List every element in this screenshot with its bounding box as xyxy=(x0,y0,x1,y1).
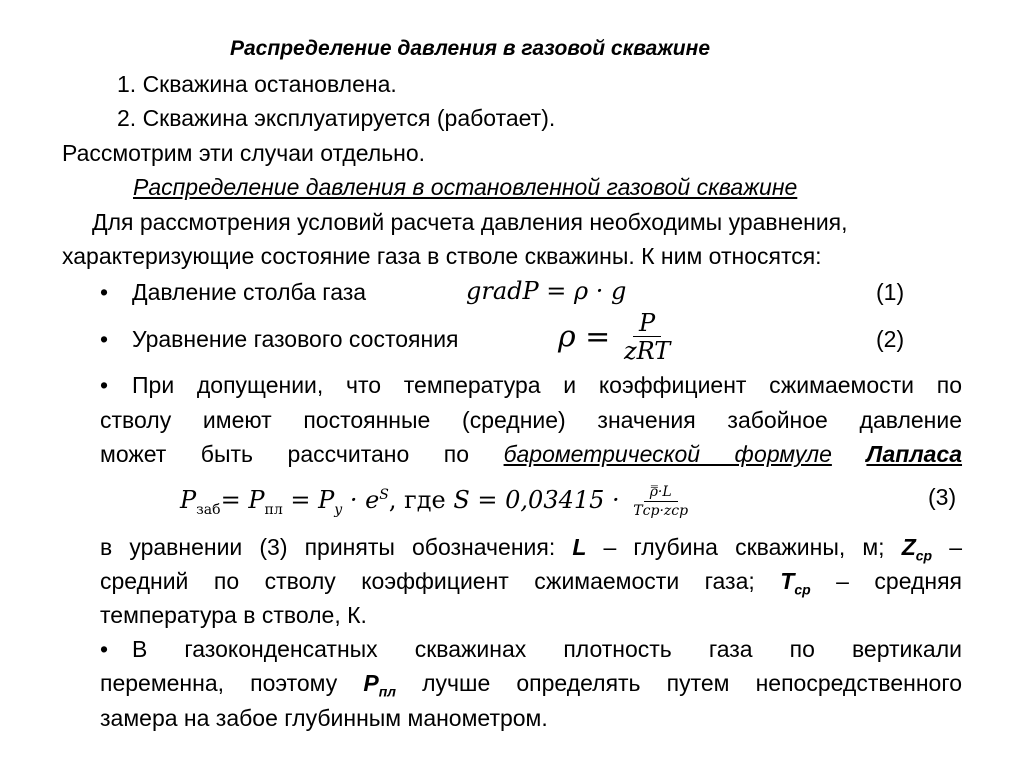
formula-3-where: , где xyxy=(388,486,446,514)
paragraph-3-prefix: в уравнении (3) приняты обозначения: xyxy=(100,534,556,560)
formula-2-lhs: ρ = xyxy=(558,319,611,355)
symbol-p-sub: пл xyxy=(378,683,396,700)
formula-3-eq: = xyxy=(220,486,241,514)
paragraph-1-line-2: характеризующие состояние газа в стволе скважины. К ним относятся: xyxy=(62,243,822,269)
intro-text: Рассмотрим эти случаи отдельно. xyxy=(62,140,426,166)
page-title: Распределение давления в газовой скважине xyxy=(230,37,710,60)
list-item-2: 2. Скважина эксплуатируется (работает). xyxy=(117,105,556,131)
formula-3-p: P xyxy=(248,486,265,514)
formula-3-exp: · e xyxy=(349,486,380,514)
paragraph-3-line-1 xyxy=(100,532,962,571)
symbol-p: P xyxy=(363,670,379,696)
formula-3-denominator: Tср·zср xyxy=(633,503,689,519)
paragraph-3-dash: – xyxy=(949,534,962,560)
paragraph-3-line-3: температура в стволе, К. xyxy=(100,602,367,628)
list-item-1: 1. Скважина остановлена. xyxy=(117,71,397,97)
paragraph-2-line-3-prefix: может быть рассчитано по xyxy=(100,441,470,467)
bullet-icon: • xyxy=(100,372,109,398)
paragraph-2-line-1: При допущении, что температура и коэффициент сжимаемости по xyxy=(132,372,962,398)
laplace-name: Лапласа xyxy=(866,441,963,467)
section-subtitle: Распределение давления в остановленной газовой скважине xyxy=(133,174,798,200)
formula-1: gradP = ρ · g xyxy=(466,277,627,305)
symbol-t: T xyxy=(780,568,795,594)
formula-3-sup-s: S xyxy=(379,487,389,503)
formula-2 xyxy=(558,306,676,368)
formula-3-s-def: S = 0,03415 · xyxy=(453,486,620,514)
formula-3-numerator: ρ̿·L xyxy=(644,483,678,502)
equation-number-1: (1) xyxy=(876,279,905,305)
symbol-z-sub: ср xyxy=(915,547,933,564)
formula-3-fraction xyxy=(627,483,694,520)
formula-3-p: P xyxy=(180,486,197,514)
equation-number-2: (2) xyxy=(876,326,905,352)
formula-3-sub-pl: пл xyxy=(264,501,283,518)
symbol-z: Z xyxy=(901,534,916,560)
paragraph-2-line-2: стволу имеют постоянные (средние) значения забойное давление xyxy=(100,407,962,433)
formula-2-denominator: zRT xyxy=(623,337,671,365)
paragraph-1-line-1: Для рассмотрения условий расчета давления необходимы уравнения, xyxy=(92,209,848,235)
symbol-l: L xyxy=(572,534,587,560)
paragraph-4-line-2-end: лучше определять путем непосредственного xyxy=(422,670,962,696)
equation-number-3: (3) xyxy=(928,484,957,510)
paragraph-3-line-2 xyxy=(100,566,962,605)
bullet-icon: • xyxy=(100,636,109,662)
paragraph-4-line-2 xyxy=(100,668,962,707)
item-2-label: Уравнение газового состояния xyxy=(132,326,459,352)
formula-3-eq: = xyxy=(290,486,311,514)
bullet-icon: • xyxy=(100,326,109,352)
formula-2-numerator: P xyxy=(633,310,661,337)
paragraph-4-line-3: замера на забое глубинным манометром. xyxy=(100,705,548,731)
paragraph-4-prefix: переменна, поэтому xyxy=(100,670,338,696)
formula-3 xyxy=(180,470,694,535)
paragraph-3-line-2-text: средний по стволу коэффициент сжимаемости газа; xyxy=(100,568,755,594)
paragraph-4-line-1: В газоконденсатных скважинах плотность газа по вертикали xyxy=(132,636,962,662)
formula-3-sub-y: y xyxy=(334,501,343,518)
paragraph-3-line-2-end: – средняя xyxy=(836,568,963,594)
paragraph-2-line-3 xyxy=(100,439,962,469)
bullet-icon: • xyxy=(100,279,109,305)
paragraph-3-mid: – глубина скважины, м; xyxy=(603,534,885,560)
formula-3-sub-zab: заб xyxy=(196,501,221,518)
barometric-formula-term: барометрической формуле xyxy=(503,441,832,467)
symbol-t-sub: ср xyxy=(794,581,811,598)
formula-2-fraction xyxy=(618,310,676,365)
item-1-label: Давление столба газа xyxy=(132,279,367,305)
formula-3-p: P xyxy=(318,486,335,514)
